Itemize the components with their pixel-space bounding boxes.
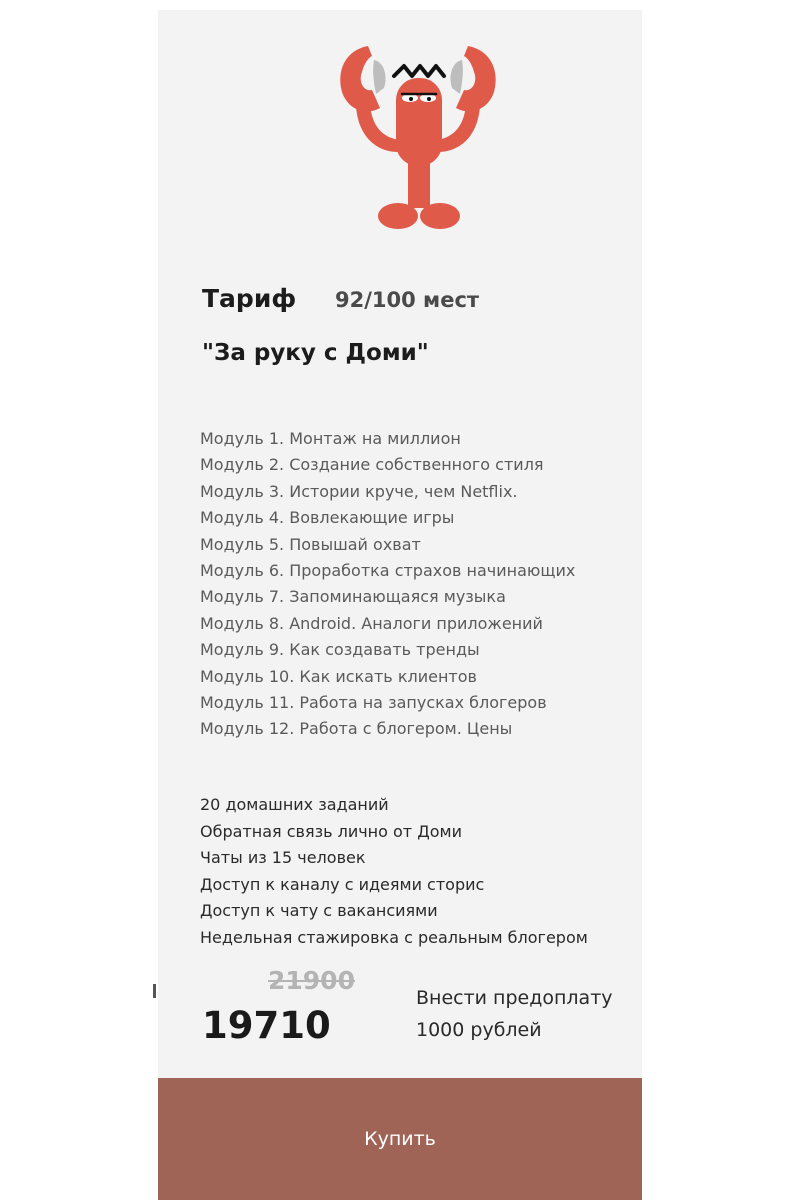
tariff-header — [202, 284, 642, 318]
lobster-mascot-icon — [328, 36, 508, 230]
tariff-label: Тариф — [202, 284, 297, 313]
list-item: Недельная стажировка с реальным блогером — [200, 927, 588, 947]
feature-list — [200, 792, 642, 951]
prepay-label: Внести предоплату — [416, 987, 613, 1009]
current-price: 19710 — [202, 1004, 331, 1047]
module-list — [200, 426, 640, 743]
tariff-card — [158, 0, 642, 1200]
top-strip — [158, 0, 642, 10]
list-item: Модуль 11. Работа на запусках блогеров — [200, 693, 547, 713]
left-edge-mark — [153, 984, 156, 998]
prepayment-info — [416, 982, 640, 1046]
prepay-amount: 1000 рублей — [416, 1019, 542, 1041]
list-item: Модуль 10. Как искать клиентов — [200, 666, 477, 686]
list-item: Модуль 5. Повышай охват — [200, 534, 421, 554]
list-item: Модуль 12. Работа с блогером. Цены — [200, 719, 513, 739]
list-item: Модуль 4. Вовлекающие игры — [200, 508, 455, 528]
list-item: Доступ к чату с вакансиями — [200, 901, 438, 920]
list-item: Модуль 6. Проработка страхов начинающих — [200, 561, 576, 581]
seats-counter: 92/100 мест — [335, 288, 480, 312]
list-item: Модуль 8. Android. Аналоги приложений — [200, 613, 543, 633]
list-item: Обратная связь лично от Доми — [200, 821, 462, 841]
list-item: Модуль 2. Создание собственного стиля — [200, 455, 544, 475]
list-item: 20 домашних заданий — [200, 795, 389, 814]
list-item: Чаты из 15 человек — [200, 848, 366, 867]
list-item: Модуль 1. Монтаж на миллион — [200, 429, 461, 448]
list-item: Доступ к каналу с идеями сторис — [200, 874, 485, 894]
tariff-name: "За руку с Доми" — [202, 340, 429, 366]
buy-button[interactable]: Купить — [158, 1078, 642, 1200]
old-price: 21900 — [268, 966, 355, 995]
list-item: Модуль 3. Истории круче, чем Netflix. — [200, 481, 518, 501]
list-item: Модуль 7. Запоминающаяся музыка — [200, 587, 506, 607]
list-item: Модуль 9. Как создавать тренды — [200, 640, 480, 660]
